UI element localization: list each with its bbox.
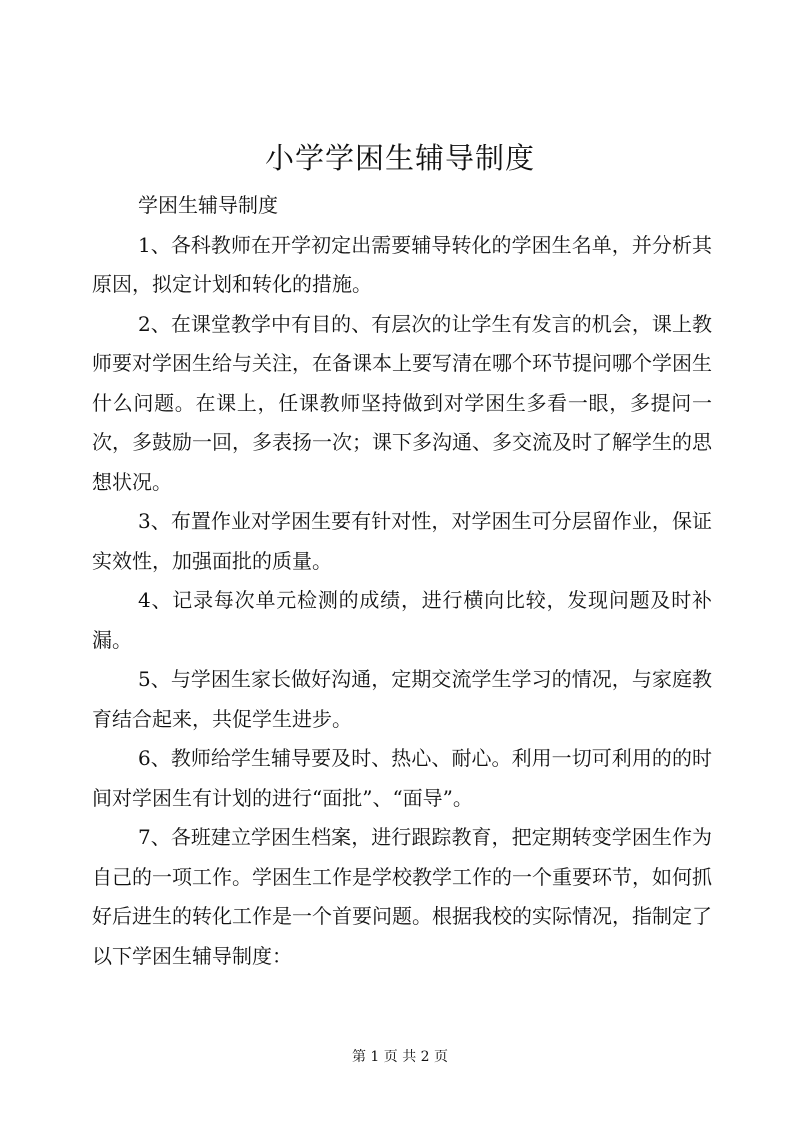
document-body xyxy=(92,186,712,976)
paragraph-item-7: 7、各班建立学困生档案，进行跟踪教育，把定期转变学困生作为自己的一项工作。学困生工作是学校教学工作的一个重要环节，如何抓好后进生的转化工作是一个首要问题。根据我校的实际情况，指制定了以下学困生辅导制度： xyxy=(92,825,712,968)
paragraph-item-6: 6、教师给学生辅导要及时、热心、耐心。利用一切可利用的的时间对学困生有计划的进行“面批”、“面导”。 xyxy=(92,746,712,810)
paragraph-item-4: 4、记录每次单元检测的成绩，进行横向比较，发现问题及时补漏。 xyxy=(92,588,712,652)
paragraph-item-2: 2、在课堂教学中有目的、有层次的让学生有发言的机会，课上教师要对学困生给与关注，在备课本上要写清在哪个环节提问哪个学困生什么问题。在课上，任课教师坚持做到对学困生多看一眼，多提问一次，多鼓励一回，多表扬一次；课下多沟通、多交流及时了解学生的思想状况。 xyxy=(92,311,712,494)
paragraph-subtitle: 学困生辅导制度 xyxy=(138,193,278,217)
paragraph-item-5: 5、与学困生家长做好沟通，定期交流学生学习的情况，与家庭教育结合起来，共促学生进步。 xyxy=(92,667,712,731)
page-footer: 第 1 页 共 2 页 xyxy=(351,1049,449,1065)
paragraph-item-1: 1、各科教师在开学初定出需要辅导转化的学困生名单，并分析其原因，拟定计划和转化的措施。 xyxy=(92,232,712,296)
page-title: 小学学困生辅导制度 xyxy=(264,141,535,175)
paragraph-item-3: 3、布置作业对学困生要有针对性，对学困生可分层留作业，保证实效性，加强面批的质量。 xyxy=(92,509,712,573)
